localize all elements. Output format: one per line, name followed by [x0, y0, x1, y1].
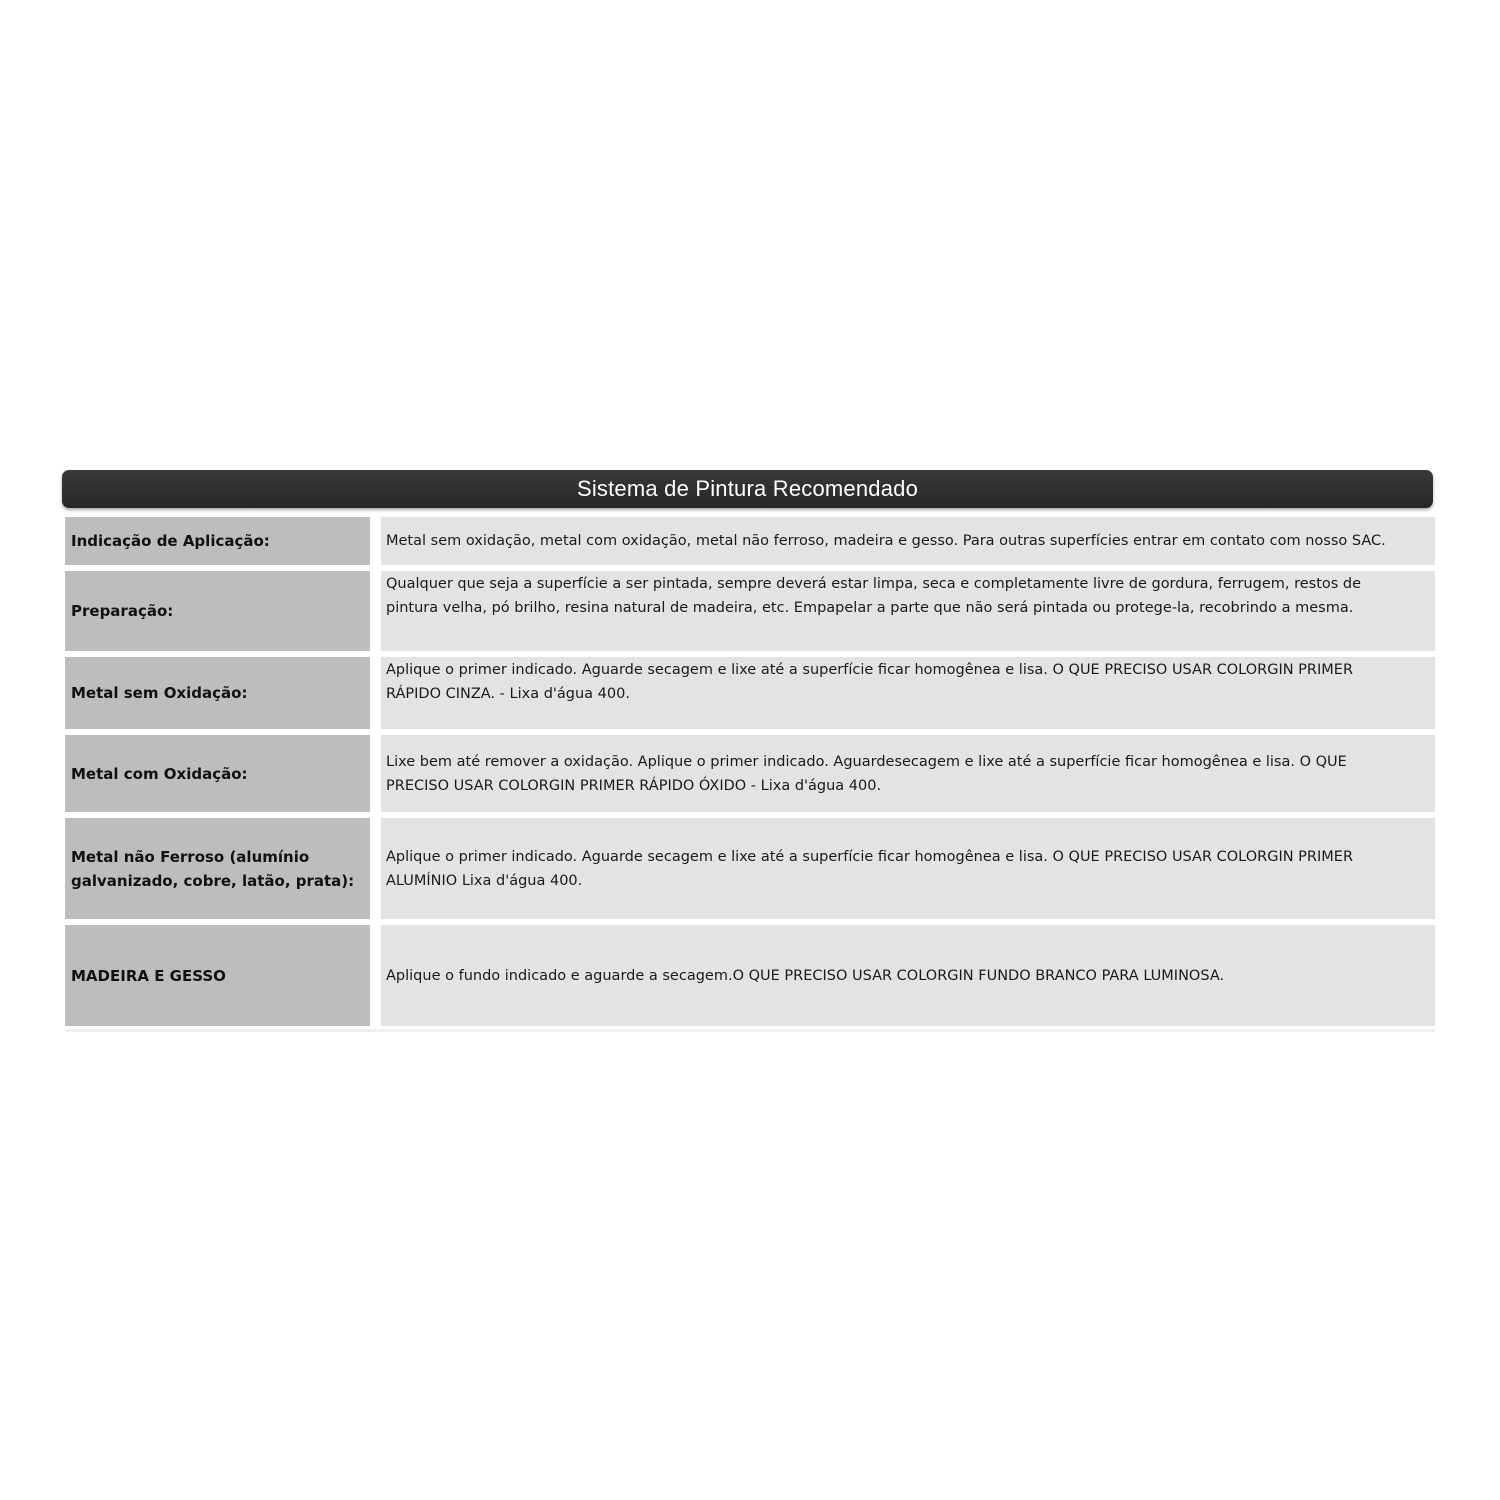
spec-table — [65, 517, 1435, 1032]
section-header — [62, 470, 1433, 508]
table-row — [65, 657, 1435, 729]
row-label: Preparação: — [65, 571, 370, 651]
table-row — [65, 925, 1435, 1026]
row-value: Aplique o primer indicado. Aguarde secagem e lixe até a superfície ficar homogênea e lisa. O QUE PRECISO USAR COLORGIN PRIMER RÁPIDO CINZA. - Lixa d'água 400. — [381, 657, 1435, 729]
row-label: Metal com Oxidação: — [65, 735, 370, 812]
row-value: Lixe bem até remover a oxidação. Aplique o primer indicado. Aguardesecagem e lixe até a superfície ficar homogênea e lisa. O QUE PRECISO USAR COLORGIN PRIMER RÁPIDO ÓXIDO - Lixa d'água 400. — [381, 735, 1435, 812]
table-bottom-divider — [65, 1029, 1435, 1032]
row-value: Qualquer que seja a superfície a ser pintada, sempre deverá estar limpa, seca e completamente livre de gordura, ferrugem, restos de pintura velha, pó brilho, resina natural de madeira, etc. Empapelar a parte que não será pintada ou protege-la, recobrindo a mesma. — [381, 571, 1435, 651]
row-label: MADEIRA E GESSO — [65, 925, 370, 1026]
row-label: Metal não Ferroso (alumínio galvanizado, cobre, latão, prata): — [65, 818, 370, 919]
row-value: Metal sem oxidação, metal com oxidação, metal não ferroso, madeira e gesso. Para outras superfícies entrar em contato com nosso SAC. — [381, 517, 1435, 565]
table-row — [65, 571, 1435, 651]
section-title: Sistema de Pintura Recomendado — [576, 476, 919, 501]
table-row — [65, 818, 1435, 919]
table-row — [65, 735, 1435, 812]
table-row — [65, 517, 1435, 565]
row-label: Indicação de Aplicação: — [65, 517, 370, 565]
row-label: Metal sem Oxidação: — [65, 657, 370, 729]
row-value: Aplique o primer indicado. Aguarde secagem e lixe até a superfície ficar homogênea e lisa. O QUE PRECISO USAR COLORGIN PRIMER ALUMÍNIO Lixa d'água 400. — [381, 818, 1435, 919]
row-value: Aplique o fundo indicado e aguarde a secagem.O QUE PRECISO USAR COLORGIN FUNDO BRANCO PARA LUMINOSA. — [381, 925, 1435, 1026]
